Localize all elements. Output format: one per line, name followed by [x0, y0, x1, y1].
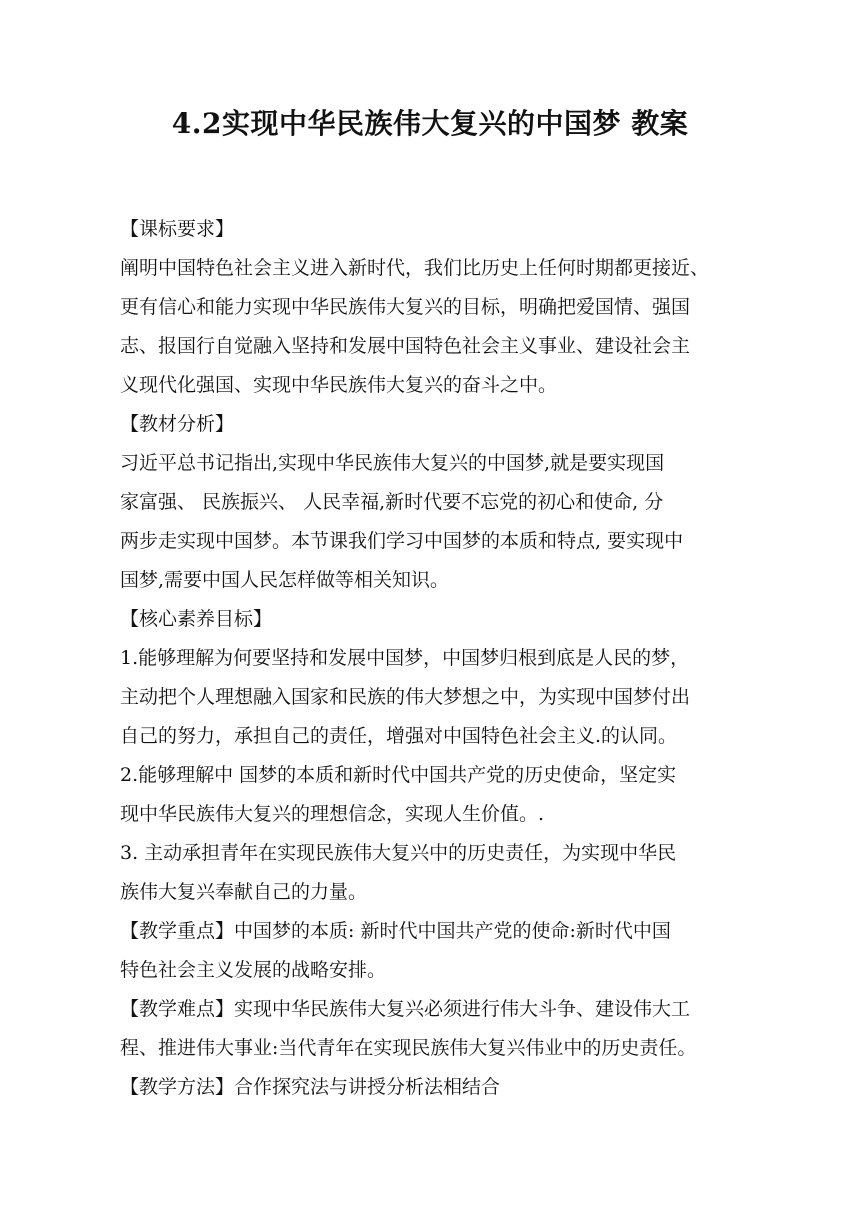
- body-line: 特色社会主义发展的战略安排。: [120, 959, 387, 981]
- body-line: 3. 主动承担青年在实现民族伟大复兴中的历史责任，为实现中华民: [120, 842, 677, 864]
- body-line: 自己的努力，承担自己的责任，增强对中国特色社会主义.的认同。: [120, 725, 678, 747]
- body-line: 现中华民族伟大复兴的理想信念，实现人生价值。.: [120, 803, 545, 825]
- body-line: 习近平总书记指出,实现中华民族伟大复兴的中国梦,就是要实现国: [120, 452, 665, 474]
- section-heading-textbook-analysis: 【教材分析】: [120, 413, 235, 435]
- body-line: 1.能够理解为何要坚持和发展中国梦，中国梦归根到底是人民的梦，: [120, 647, 690, 669]
- body-line: 程、推进伟大事业:当代青年在实现民族伟大复兴伟业中的历史责任。: [120, 1037, 697, 1059]
- document-title: 4.2实现中华民族伟大复兴的中国梦 教案: [171, 107, 689, 140]
- section-heading-core-competency-goals: 【核心素养目标】: [120, 608, 273, 630]
- teaching-focus-line: 【教学重点】中国梦的本质: 新时代中国共产党的使命:新时代中国: [120, 920, 671, 942]
- teaching-difficulty-line: 【教学难点】实现中华民族伟大复兴必须进行伟大斗争、建设伟大工: [120, 998, 691, 1020]
- body-line: 阐明中国特色社会主义进入新时代，我们比历史上任何时期都更接近、: [120, 257, 710, 279]
- body-line: 家富强、 民族振兴、 人民幸福,新时代要不忘党的初心和使命, 分: [120, 491, 664, 513]
- body-line: 2.能够理解中 国梦的本质和新时代中国共产党的历史使命，坚定实: [120, 764, 677, 786]
- body-line: 国梦,需要中国人民怎样做等相关知识。: [120, 569, 450, 591]
- body-line: 主动把个人理想融入国家和民族的伟大梦想之中，为实现中国梦付出: [120, 686, 691, 708]
- body-line: 义现代化强国、实现中华民族伟大复兴的奋斗之中。: [120, 374, 558, 396]
- body-line: 志、报国行自觉融入坚持和发展中国特色社会主义事业、建设社会主: [120, 335, 691, 357]
- section-heading-curriculum-requirements: 【课标要求】: [120, 218, 235, 240]
- document-body: [120, 210, 760, 1107]
- body-line: 两步走实现中国梦。本节课我们学习中国梦的本质和特点, 要实现中: [120, 530, 684, 552]
- body-line: 族伟大复兴奉献自己的力量。: [120, 881, 368, 903]
- body-line: 更有信心和能力实现中华民族伟大复兴的目标，明确把爱国情、强国: [120, 296, 691, 318]
- teaching-method-line: 【教学方法】合作探究法与讲授分析法相结合: [120, 1076, 501, 1098]
